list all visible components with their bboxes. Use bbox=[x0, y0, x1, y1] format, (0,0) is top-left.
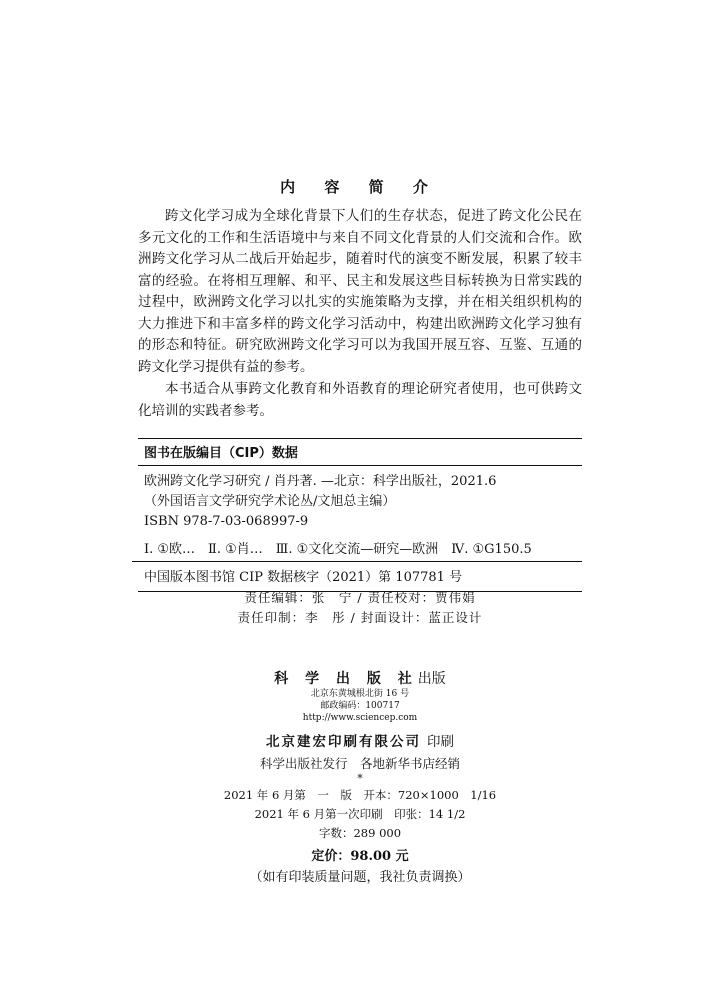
cip-isbn: ISBN 978-7-03-068997-9 bbox=[144, 514, 309, 529]
publisher-url: http://www.sciencep.com bbox=[302, 713, 418, 723]
intro-text bbox=[138, 206, 582, 423]
printer-name: 北京建宏印刷有限公司 bbox=[266, 734, 421, 750]
cip-series-line: （外国语言文学研究学术论丛/文旭总主编） bbox=[144, 494, 396, 509]
publisher-suffix: 出版 bbox=[417, 671, 446, 687]
cip-record bbox=[138, 466, 582, 538]
editor-line: 责任印制：李 彤 / 封面设计：蓝正设计 bbox=[237, 610, 483, 625]
printer-line bbox=[0, 730, 720, 750]
intro-title: 内 容 简 介 bbox=[280, 178, 440, 196]
word-count: 字数：289 000 bbox=[318, 826, 402, 840]
intro-paragraph: 跨文化学习成为全球化背景下人们的生存状态，促进了跨文化公民在多元文化的工作和生活语境中与来自不同文化背景的人们交流和合作。欧洲跨文化学习从二战后开始起步，随着时代的演变不断发展，积累了较丰富的经验。在将相互理解、和平、民主和发展这些目标转换为日常实践的过程中，欧洲跨文化学习以扎实的实施策略为支撑，并在相关组织机构的大力推进下和丰富多样的跨文化学习活动中，构建出欧洲跨文化学习独有的形态和特征。研究欧洲跨文化学习可以为我国开展互容、互鉴、互通的跨文化学习提供有益的参考。 bbox=[138, 208, 582, 375]
imprint-block bbox=[0, 668, 720, 885]
price: 定价：98.00 元 bbox=[311, 849, 409, 864]
printing-line: 2021 年 6 月第一次印刷 印张：14 1/2 bbox=[254, 807, 466, 821]
cip-block bbox=[138, 438, 582, 592]
publisher-name: 科 学 出 版 社 bbox=[274, 671, 418, 687]
publisher-address: 北京东黄城根北街 16 号 bbox=[310, 689, 410, 699]
cip-heading: 图书在版编目（CIP）数据 bbox=[138, 439, 582, 466]
editor-line: 责任编辑：张 宁 / 责任校对：贾伟娟 bbox=[244, 590, 476, 605]
cip-data-number: 中国版本图书馆 CIP 数据核字（2021）第 107781 号 bbox=[144, 570, 463, 585]
quality-notice: （如有印装质量问题，我社负责调换） bbox=[249, 870, 471, 885]
intro-paragraph: 本书适合从事跨文化教育和外语教育的理论研究者使用，也可供跨文化培训的实践者参考。 bbox=[138, 381, 582, 419]
edition-line: 2021 年 6 月第 一 版 开本：720×1000 1/16 bbox=[223, 788, 497, 802]
distribution-line: 科学出版社发行 各地新华书店经销 bbox=[259, 756, 460, 771]
editor-credits bbox=[0, 588, 720, 628]
publisher-line bbox=[0, 668, 720, 688]
cip-title-line: 欧洲跨文化学习研究 / 肖丹著. —北京：科学出版社，2021.6 bbox=[144, 474, 497, 489]
cip-classification: Ⅰ. ①欧… Ⅱ. ①肖… Ⅲ. ①文化交流—研究—欧洲 Ⅳ. ①G150.5 bbox=[132, 538, 582, 562]
publisher-postcode: 邮政编码：100717 bbox=[320, 701, 400, 711]
separator-star: * bbox=[357, 772, 363, 785]
printer-suffix: 印刷 bbox=[427, 734, 454, 750]
